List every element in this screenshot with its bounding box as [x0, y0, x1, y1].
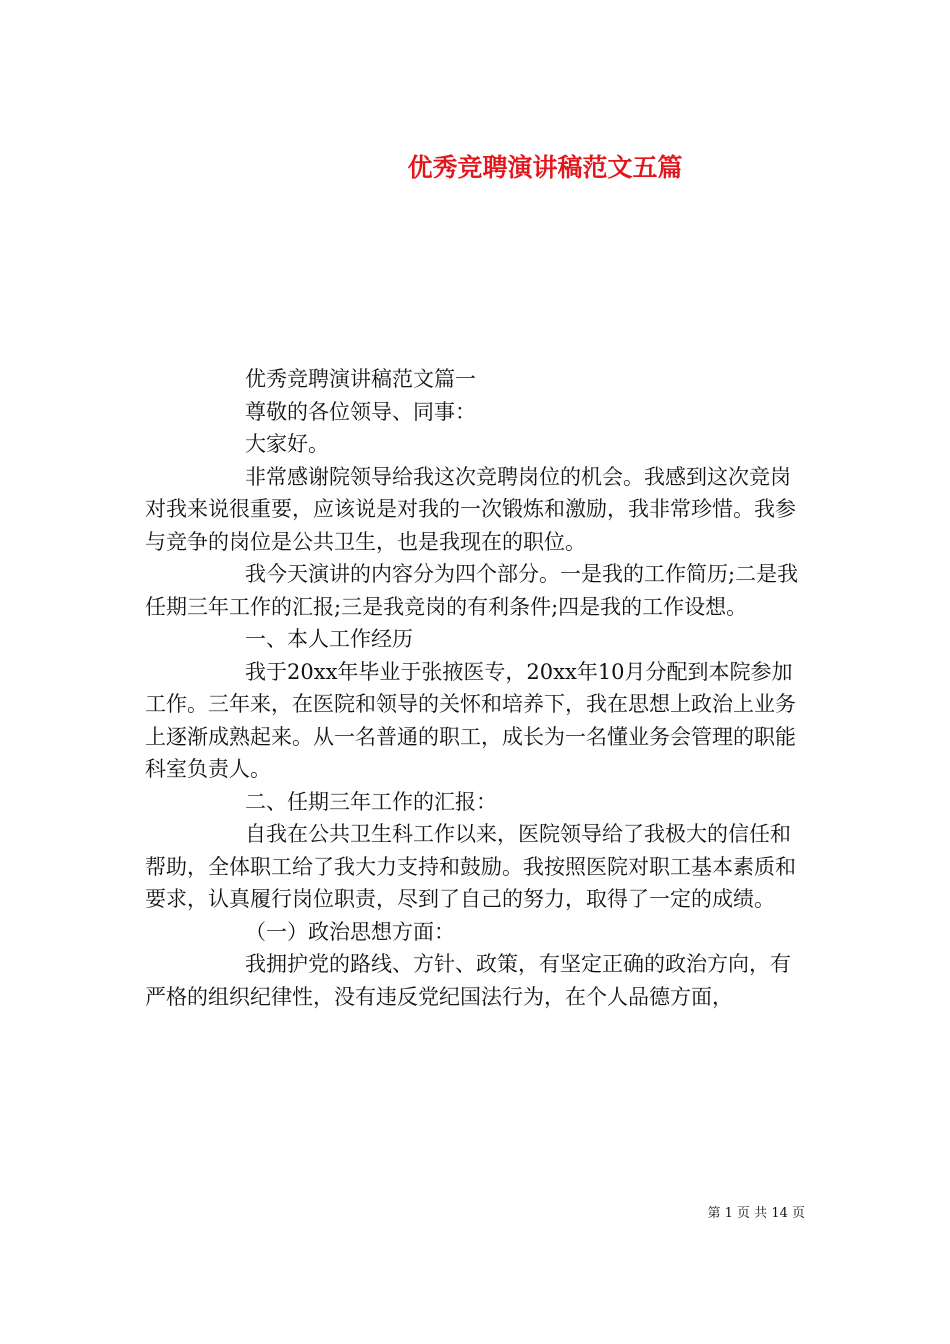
- paragraph: 非常感谢院领导给我这次竞聘岗位的机会。我感到这次竞岗对我来说很重要，应该说是对我的一次锻炼和激励，我非常珍惜。我参与竞争的岗位是公共卫生，也是我现在的职位。: [145, 464, 796, 554]
- subsection-heading: （一）政治思想方面：: [245, 919, 455, 944]
- section-heading: 优秀竞聘演讲稿范文篇一: [245, 367, 476, 391]
- page-number-footer: 第 1 页 共 14 页: [707, 1206, 805, 1221]
- paragraph: 我今天演讲的内容分为四个部分。一是我的工作简历;二是我任期三年工作的汇报;三是我竞岗的有利条件;四是我的工作设想。: [145, 562, 799, 619]
- greeting: 大家好。: [245, 432, 329, 456]
- paragraph: 我拥护党的路线、方针、政策，有坚定正确的政治方向，有严格的组织纪律性，没有违反党纪国法行为，在个人品德方面，: [145, 952, 791, 1009]
- document-body: [145, 363, 810, 1013]
- paragraph: 我于20xx年毕业于张掖医专，20xx年10月分配到本院参加工作。三年来，在医院和领导的关怀和培养下，我在思想上政治上业务上逐渐成熟起来。从一名普通的职工，成长为一名懂业务会管理的职能科室负责人。: [145, 659, 796, 781]
- salutation: 尊敬的各位领导、同事：: [245, 399, 476, 424]
- paragraph: 自我在公共卫生科工作以来，医院领导给了我极大的信任和帮助，全体职工给了我大力支持和鼓励。我按照医院对职工基本素质和要求，认真履行岗位职责，尽到了自己的努力，取得了一定的成绩。: [145, 822, 796, 911]
- section-heading: 二、任期三年工作的汇报：: [245, 789, 497, 814]
- document-title: 优秀竞聘演讲稿范文五篇: [407, 152, 683, 182]
- section-heading: 一、本人工作经历: [245, 627, 413, 651]
